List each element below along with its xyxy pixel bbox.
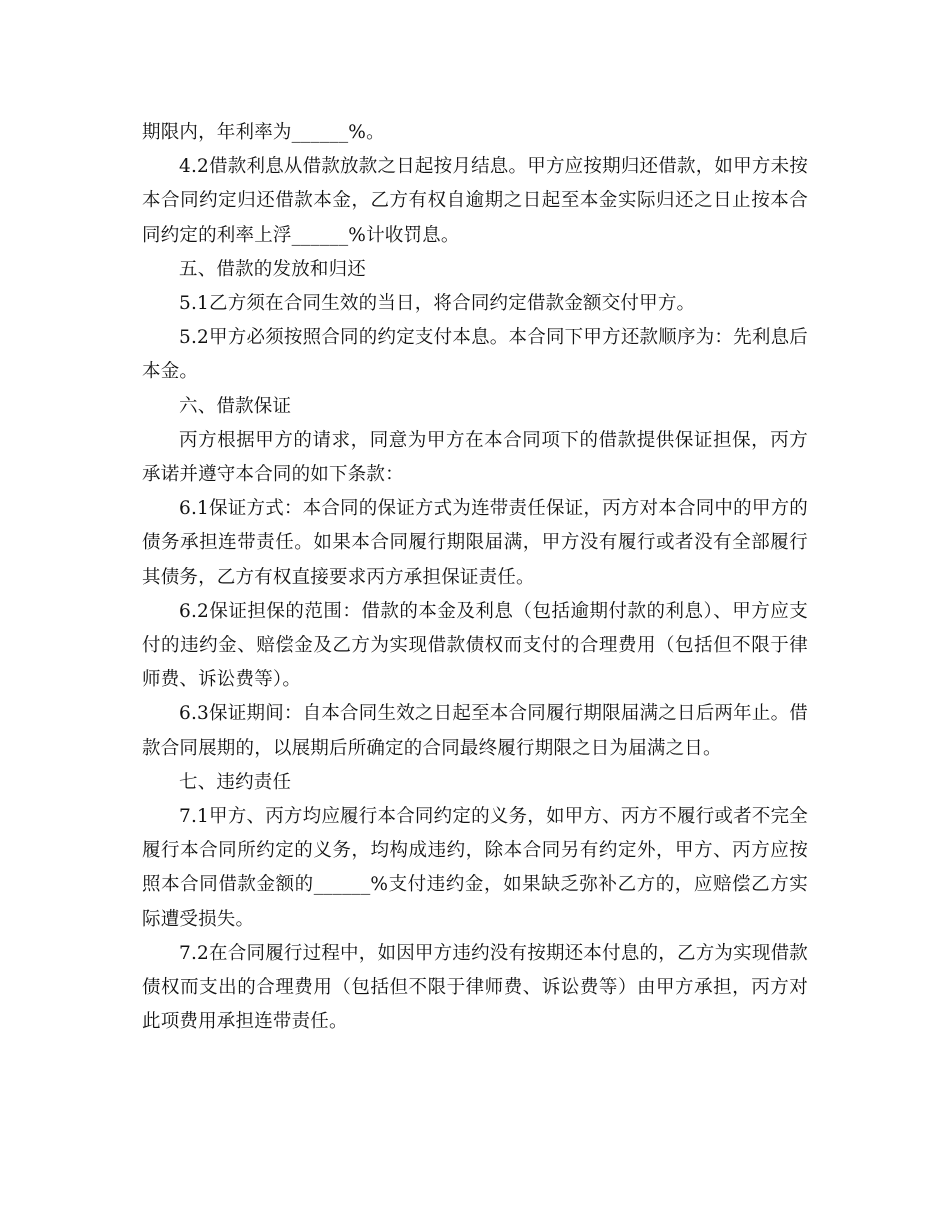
paragraph-6-1: 6.1保证方式：本合同的保证方式为连带责任保证，丙方对本合同中的甲方的债务承担连带责任。如果本合同履行期限届满，甲方没有履行或者没有全部履行其债务，乙方有权直接要求丙方承担保证责任。: [142, 498, 808, 588]
document-body: [142, 116, 808, 1039]
paragraph-5-1: 5.1乙方须在合同生效的当日，将合同约定借款金额交付甲方。: [179, 293, 696, 315]
paragraph-guarantee-intro: 丙方根据甲方的请求，同意为甲方在本合同项下的借款提供保证担保，丙方承诺并遵守本合同的如下条款：: [142, 429, 808, 486]
paragraph-7-1: 7.1甲方、丙方均应履行本合同约定的义务，如甲方、丙方不履行或者不完全履行本合同所约定的义务，均构成违约，除本合同另有约定外，甲方、丙方应按照本合同借款金额的______%支付违约金，如果缺乏弥补乙方的，应赔偿乙方实际遭受损失。: [142, 806, 808, 930]
paragraph-interest-rate-continuation: 期限内，年利率为______%。: [142, 122, 385, 143]
paragraph-7-2: 7.2在合同履行过程中，如因甲方违约没有按期还本付息的，乙方为实现借款债权而支出的合理费用（包括但不限于律师费、诉讼费等）由甲方承担，丙方对此项费用承担连带责任。: [142, 942, 808, 1033]
paragraph-6-2: 6.2保证担保的范围：借款的本金及利息（包括逾期付款的利息）、甲方应支付的违约金、赔偿金及乙方为实现借款债权而支付的合理费用（包括但不限于律师费、诉讼费等）。: [142, 600, 808, 691]
section-heading-5: 五、借款的发放和归还: [179, 258, 367, 280]
section-heading-6: 六、借款保证: [179, 395, 292, 417]
paragraph-5-2: 5.2甲方必须按照合同的约定支付本息。本合同下甲方还款顺序为：先利息后本金。: [142, 327, 808, 383]
section-heading-7: 七、违约责任: [179, 771, 292, 793]
paragraph-4-2: 4.2借款利息从借款放款之日起按月结息。甲方应按期归还借款，如甲方未按本合同约定归还借款本金，乙方有权自逾期之日起至本金实际归还之日止按本合同约定的利率上浮______%计收罚息。: [142, 156, 808, 246]
paragraph-6-3: 6.3保证期间：自本合同生效之日起至本合同履行期限届满之日后两年止。借款合同展期的，以展期后所确定的合同最终履行期限之日为届满之日。: [142, 703, 808, 759]
